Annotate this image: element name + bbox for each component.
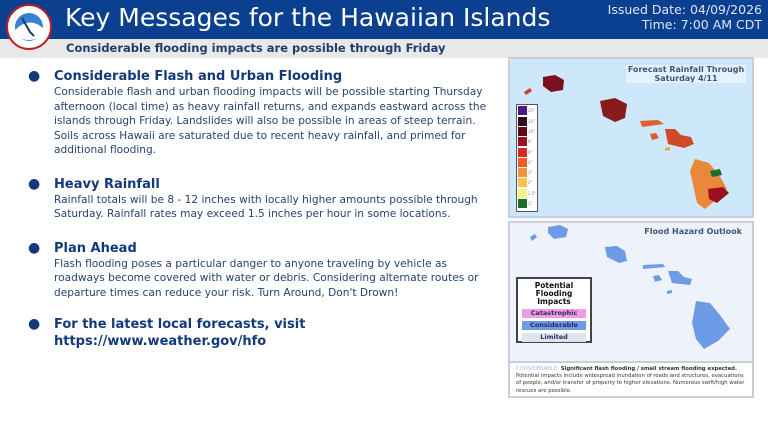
legend-label: 8" bbox=[528, 139, 533, 145]
legend-label: 10" bbox=[528, 128, 535, 134]
impact-details: Potential impacts include widespread inundation of roads and structures, evacuations of people, and/or transfer of property to higher elevations. Numerous swift/high water rescues are possible. bbox=[516, 373, 745, 394]
legend-swatch bbox=[518, 178, 536, 188]
nws-logo bbox=[6, 4, 52, 50]
rainfall-legend bbox=[516, 104, 538, 212]
legend-swatch bbox=[518, 199, 536, 209]
legend-label: 3" bbox=[528, 170, 533, 176]
message-heading: Plan Ahead bbox=[54, 240, 137, 256]
issued-info bbox=[608, 2, 762, 32]
message-body: Rainfall totals will be 8 - 12 inches with locally higher amounts possible through Saturday. Rainfall rates may exceed 1.5 inches per hour in some locations. bbox=[54, 193, 478, 220]
forecast-rainfall-map bbox=[508, 57, 754, 218]
message-heading: Heavy Rainfall bbox=[54, 176, 160, 192]
bullet-icon: ● bbox=[28, 316, 41, 332]
legend-title: Potential Flooding Impacts bbox=[534, 281, 574, 306]
impact-description bbox=[510, 361, 752, 396]
issued-date: Issued Date: 04/09/2026 bbox=[607, 2, 762, 17]
legend-swatch bbox=[518, 168, 536, 178]
legend-label: 15" bbox=[528, 118, 535, 124]
bullet-icon: ● bbox=[28, 175, 41, 192]
message-body: Flash flooding poses a particular danger to anyone traveling by vehicle as roadways become covered with water or debris. Considering alternate routes or departure times can reduce your risk. Turn Around, Don't Drown! bbox=[54, 257, 479, 299]
legend-swatch bbox=[518, 137, 536, 147]
message-body: Considerable flash and urban flooding impacts will be possible starting Thursday afternoon (local time) as heavy rainfall returns, and expands eastward across the islands through Friday. Landslides will also be possible in areas of steep terrain. Soils across Hawaii are saturated due to recent heavy rainfall, and primed for additional flooding. bbox=[54, 86, 487, 156]
rainfall-map-title: Forecast Rainfall Through Saturday 4/11 bbox=[627, 65, 745, 83]
message-item bbox=[28, 176, 498, 222]
issued-time: Time: 7:00 AM CDT bbox=[641, 17, 762, 32]
flood-map-title: Flood Hazard Outlook bbox=[644, 227, 742, 236]
message-item bbox=[28, 240, 498, 301]
legend-label: 1" bbox=[528, 201, 533, 207]
legend-swatch bbox=[518, 116, 536, 126]
subtitle: Considerable flooding impacts are possible through Friday bbox=[66, 41, 446, 55]
flood-hazard-map bbox=[508, 221, 754, 398]
flood-impacts-legend bbox=[516, 277, 592, 343]
legend-catastrophic: Catastrophic bbox=[522, 309, 586, 318]
impact-summary: Significant flash flooding / small stream flooding expected. bbox=[560, 366, 737, 372]
legend-swatch bbox=[518, 157, 536, 167]
bullet-icon: ● bbox=[28, 239, 41, 256]
legend-label: 4" bbox=[528, 159, 533, 165]
subtitle-bar bbox=[0, 39, 768, 58]
bullet-icon: ● bbox=[28, 68, 41, 84]
legend-swatch bbox=[518, 147, 536, 157]
legend-label: 6" bbox=[528, 149, 533, 155]
legend-swatch bbox=[518, 188, 536, 198]
legend-considerable: Considerable bbox=[522, 321, 586, 330]
message-heading: Considerable Flash and Urban Flooding bbox=[54, 69, 343, 84]
legend-swatch bbox=[518, 127, 536, 137]
key-messages bbox=[28, 68, 498, 364]
message-item[interactable] bbox=[28, 316, 498, 350]
legend-limited: Limited bbox=[522, 333, 586, 342]
legend-label: 1.5" bbox=[527, 190, 536, 196]
forecast-link[interactable]: For the latest local forecasts, visit https://www.weather.gov/hfo bbox=[54, 317, 306, 349]
impact-level: CONSIDERABLE: bbox=[516, 366, 559, 372]
page-title: Key Messages for the Hawaiian Islands bbox=[65, 3, 551, 32]
legend-label: 20" bbox=[528, 108, 535, 114]
message-item bbox=[28, 68, 498, 158]
legend-label: 2" bbox=[528, 180, 533, 186]
header-bar bbox=[0, 0, 768, 39]
legend-swatch bbox=[518, 106, 536, 116]
